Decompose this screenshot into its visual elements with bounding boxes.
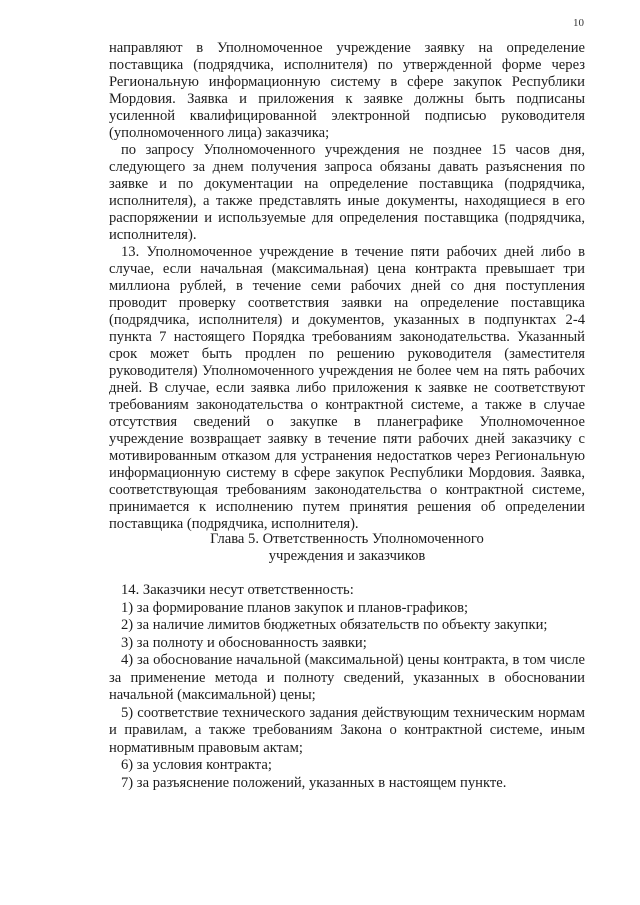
list-item: 4) за обоснование начальной (максимальной) цены контракта, в том числе за применение метода и полноту сведений, указанных в обосновании начальной (максимальной) цены;: [109, 652, 585, 703]
paragraph-13-verification: 13. Уполномоченное учреждение в течение пяти рабочих дней либо в случае, если начальная (максимальная) цена контракта превышает три миллиона рублей, в течение семи рабочих дней со дня поступления проводит проверку соответствия заявки на определение поставщика (подрядчика, исполнителя) и документов, указанных в подпунктах 2-4 пункта 7 настоящего Порядка требованиям законодательства. Указанный срок может быть продлен по решению руководителя (заместителя руководителя) Уполномоченного учреждения не более чем на пять рабочих дней. В случае, если заявка либо приложения к заявке не соответствуют требованиям законодательства о контрактной системе, а также в случае отсутствия сведений о закупке в планеграфике Уполномоченное учреждение возвращает заявку в течение пяти рабочих дней заказчику с мотивированным отказом для устранения недостатков через Региональную информационную систему в сфере закупок Республики Мордовия. Заявка, соответствующая требованиям законодательства о контрактной системе, принимается к исполнению путем принятия решения об определении поставщика (подрядчика, исполнителя).: [109, 244, 585, 532]
list-item: 2) за наличие лимитов бюджетных обязательств по объекту закупки;: [121, 617, 548, 633]
list-intro: 14. Заказчики несут ответственность:: [121, 582, 354, 598]
responsibility-list: [109, 582, 585, 792]
list-item: 3) за полноту и обоснованность заявки;: [121, 634, 367, 651]
chapter-heading: [109, 531, 585, 565]
list-item: 5) соответствие технического задания действующим техническим нормам и правилам, а также требованиям Закона о контрактной системе, иным нормативным правовым актам;: [109, 704, 585, 756]
section-intro: [109, 40, 585, 533]
paragraph-submission: направляют в Уполномоченное учреждение заявку на определение поставщика (подрядчика, исполнителя) по утвержденной форме через Региональную информационную систему в сфере закупок Республики Мордовия. Заявка и приложения к заявке должны быть подписаны усиленной квалифицированной электронной подписью руководителя (уполномоченного лица) заказчика;: [109, 40, 585, 141]
page-number: 10: [573, 17, 584, 29]
list-item: 7) за разъяснение положений, указанных в настоящем пункте.: [121, 774, 507, 791]
list-item: 1) за формирование планов закупок и планов-графиков;: [121, 599, 469, 616]
chapter-title-line-2: учреждения и заказчиков: [268, 548, 426, 564]
chapter-title-line-1: Глава 5. Ответственность Уполномоченного: [210, 531, 484, 547]
list-item: 6) за условия контракта;: [121, 757, 272, 773]
paragraph-clarifications: по запросу Уполномоченного учреждения не позднее 15 часов дня, следующего за днем получения запроса обязаны давать разъяснения по заявке и по документации на определение поставщика (подрядчика, исполнителя), а также представлять иные документы, находящиеся в его распоряжении и используемые для определения поставщика (подрядчика, исполнителя).: [109, 142, 585, 243]
